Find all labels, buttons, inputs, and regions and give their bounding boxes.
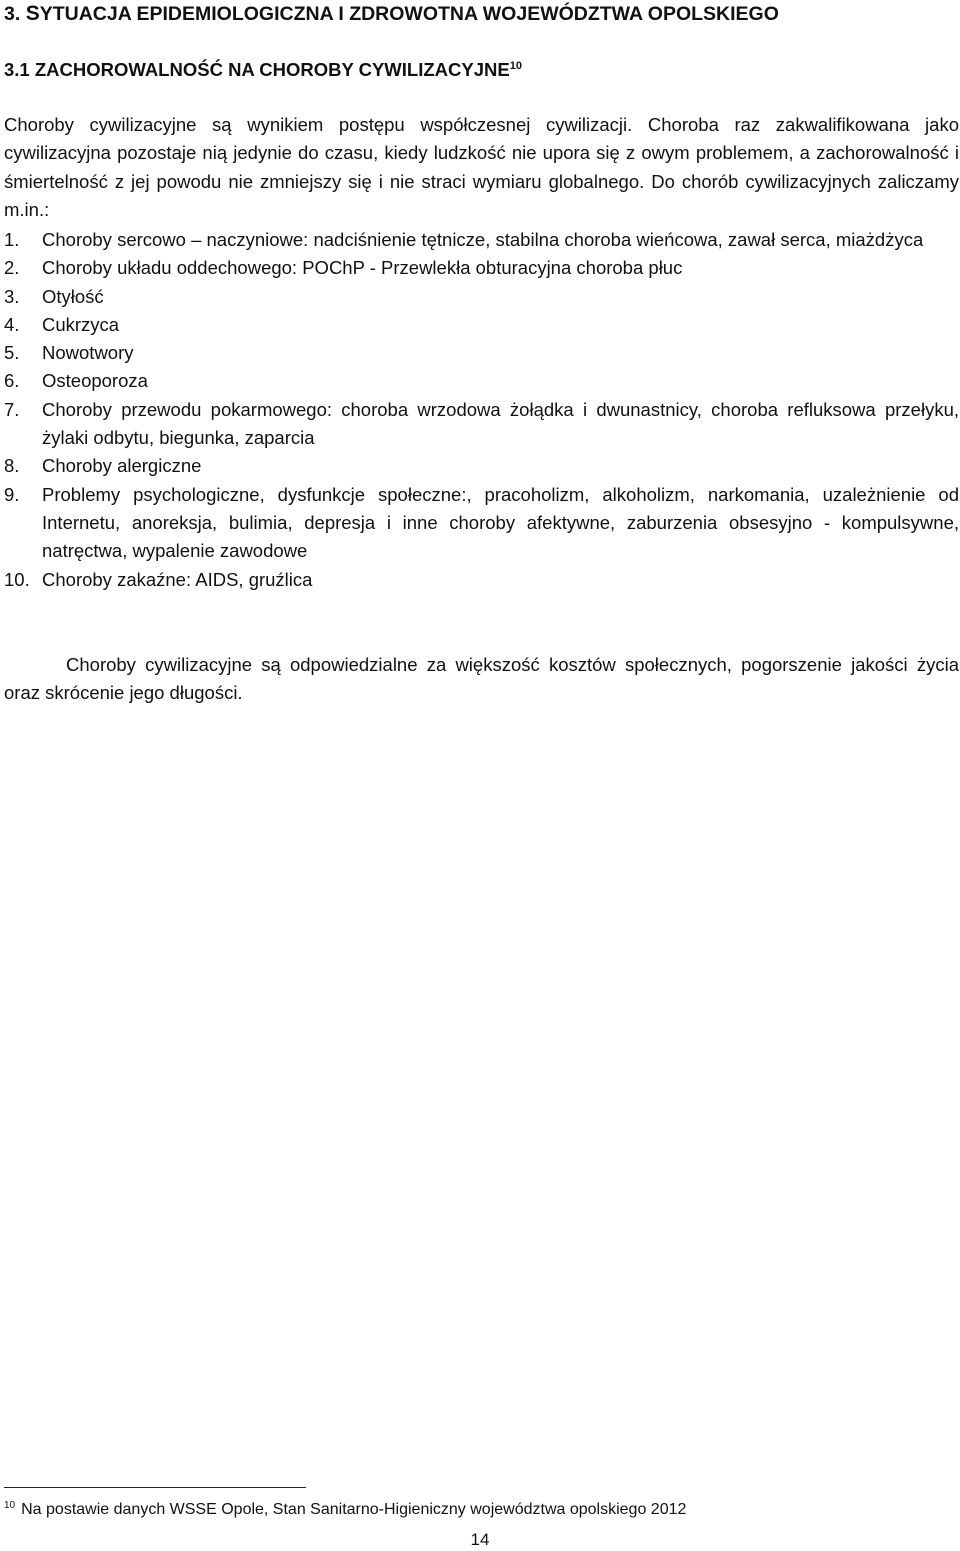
- list-item: [4, 367, 959, 395]
- list-item: [4, 311, 959, 339]
- disease-list: [4, 226, 959, 594]
- list-item: [4, 481, 959, 566]
- intro-paragraph: Choroby cywilizacyjne są wynikiem postępu współczesnej cywilizacji. Choroba raz zakwalifikowana jako cywilizacyjna pozostaje nią jedynie do czasu, kiedy ludzkość nie upora się z owym problemem, a zachorowalność i śmiertelność z jej powodu nie zmniejszy się i nie straci wymiaru globalnego. Do chorób cywilizacyjnych zaliczamy m.in.:: [4, 114, 959, 220]
- list-item-text: Problemy psychologiczne, dysfunkcje społeczne:, pracoholizm, alkoholizm, narkomania, uzależnienie od Internetu, anoreksja, bulimia, depresja i inne choroby afektywne, zaburzenia obsesyjno - kompulsywne, natręctwa, wypalenie zawodowe: [42, 483, 959, 562]
- subsection-title: 3.1 ZACHOROWALNOŚĆ NA CHOROBY CYWILIZACYJNE: [4, 59, 510, 80]
- footnote-reference[interactable]: 10: [509, 59, 522, 72]
- section-heading: [4, 2, 779, 26]
- list-item-text: Nowotwory: [42, 342, 134, 364]
- list-item-number: 4.: [4, 313, 20, 335]
- list-item-number: 5.: [4, 342, 20, 364]
- section-title-initial: S: [25, 2, 40, 25]
- list-item-text: Choroby sercowo – naczyniowe: nadciśnienie tętnicze, stabilna choroba wieńcowa, zawał serca, miażdżyca: [42, 229, 924, 250]
- list-item-number: 9.: [4, 483, 20, 505]
- list-item: [4, 452, 959, 480]
- list-item-text: Choroby przewodu pokarmowego: choroba wrzodowa żołądka i dwunastnicy, choroba refluksowa przełyku, żylaki odbytu, biegunka, zaparcia: [42, 398, 959, 449]
- list-item-text: Otyłość: [42, 285, 104, 307]
- list-item-text: Osteoporoza: [42, 370, 148, 392]
- list-item: [4, 566, 959, 594]
- list-item-number: 7.: [4, 398, 20, 420]
- footnote-separator: [4, 1487, 306, 1488]
- page-number: 14: [470, 1530, 490, 1549]
- footnote-text: Na postawie danych WSSE Opole, Stan Sanitarno-Higieniczny województwa opolskiego 2012: [21, 1501, 687, 1518]
- section-number: 3.: [4, 3, 21, 25]
- list-item-text: Choroby układu oddechowego: POChP - Przewlekła obturacyjna choroba płuc: [42, 257, 683, 279]
- section-title-rest: YTUACJA EPIDEMIOLOGICZNA I ZDROWOTNA WOJEWÓDZTWA OPOLSKIEGO: [39, 3, 779, 25]
- list-item: [4, 396, 959, 453]
- list-item-text: Cukrzyca: [42, 313, 120, 335]
- list-item: [4, 226, 959, 254]
- list-item-number: 3.: [4, 285, 20, 307]
- list-item-number: 6.: [4, 370, 20, 392]
- list-item: [4, 339, 959, 367]
- footnote: [4, 1501, 686, 1519]
- subsection-heading: [4, 59, 522, 81]
- list-item-number: 1.: [4, 229, 20, 250]
- list-item-number: 10.: [4, 568, 30, 590]
- footnote-marker: 10: [4, 1499, 16, 1511]
- closing-paragraph: Choroby cywilizacyjne są odpowiedzialne za większość kosztów społecznych, pogorszenie jakości życia oraz skrócenie jego długości.: [4, 654, 959, 704]
- list-item: [4, 283, 959, 311]
- list-item-text: Choroby zakaźne: AIDS, gruźlica: [42, 568, 313, 590]
- list-item: [4, 254, 959, 282]
- list-item-text: Choroby alergiczne: [42, 455, 202, 477]
- list-item-number: 2.: [4, 257, 20, 279]
- list-item-number: 8.: [4, 455, 20, 477]
